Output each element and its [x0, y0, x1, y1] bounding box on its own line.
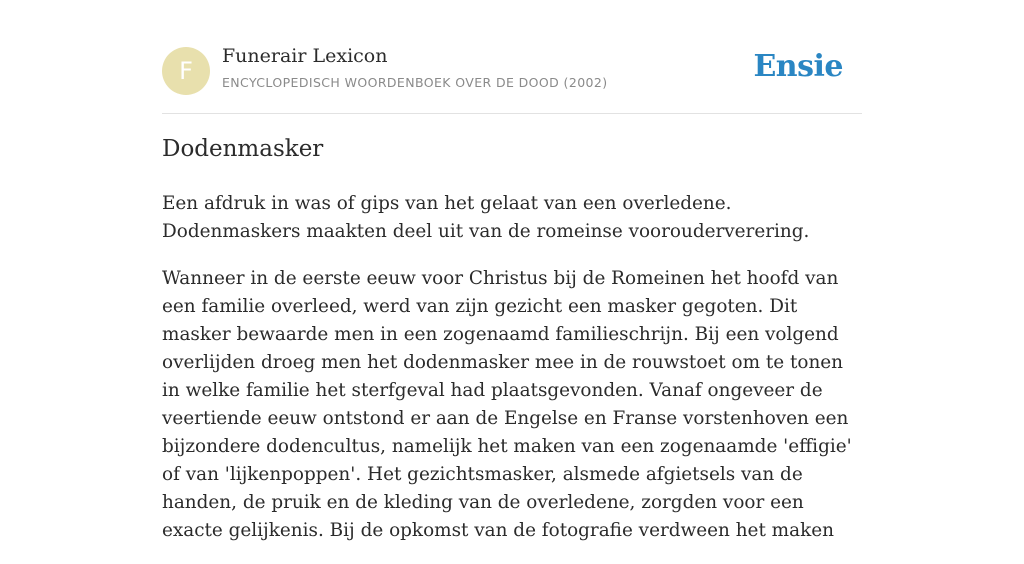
source-subtitle: ENCYCLOPEDISCH WOORDENBOEK OVER DE DOOD (2002): [222, 75, 608, 90]
entry-body: [162, 190, 862, 564]
ensie-logo-link[interactable]: Ensie: [753, 49, 843, 84]
content-container: [162, 0, 862, 541]
paragraph: Wanneer in de eerste eeuw voor Christus bij de Romeinen het hoofd van een familie overleed, werd van zijn gezicht een masker gegoten. Dit masker bewaarde men in een zogenaamd familieschrijn. Bij een volgend overlijden droeg men het dodenmasker mee in de rouwstoet om te tonen in welke familie het sterfgeval had plaatsgevonden. Vanaf ongeveer de veertiende eeuw ontstond er aan de Engelse en Franse vorstenhoven een bijzondere dodencultus, namelijk het maken van een zogenaamde 'effigie' of van 'lijkenpoppen'. Het gezichtsmasker, alsmede afgietsels van de handen, de pruik en de kleding van de overledene, zorgden voor een exacte gelijkenis. Bij de opkomst van de fotografie verdween het maken: [162, 268, 852, 541]
header: [162, 0, 862, 114]
paragraph: Een afdruk in was of gips van het gelaat van een overledene. Dodenmaskers maakten deel uit van de romeinse voorouderverering.: [162, 193, 810, 242]
entry-title: Dodenmasker: [162, 136, 324, 162]
source-avatar[interactable]: F: [162, 47, 210, 95]
source-title[interactable]: Funerair Lexicon: [222, 45, 388, 67]
